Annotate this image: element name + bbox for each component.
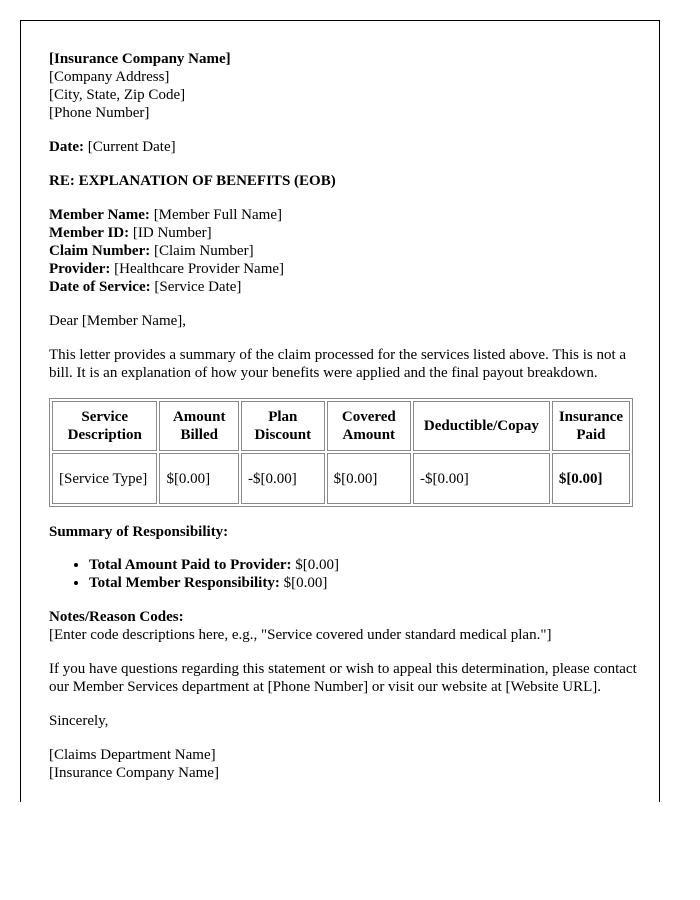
date-label: Date: (49, 139, 84, 155)
cell-insurance-paid (552, 453, 630, 504)
member-name-value: [Member Full Name] (153, 207, 282, 223)
header-service-description: Service Description (52, 401, 157, 451)
notes-text: [Enter code descriptions here, e.g., "Service covered under standard medical plan."] (49, 627, 552, 643)
signature-department: [Claims Department Name] (49, 747, 216, 763)
closing-paragraph: If you have questions regarding this statement or wish to appeal this determination, please contact our Member Services department at [Phone Number] or visit our website at [Website URL]. (49, 661, 637, 695)
member-info-block (49, 206, 637, 296)
cell-amount-billed: $[0.00] (159, 453, 239, 504)
greeting: Dear [Member Name], (49, 313, 187, 329)
notes-block (49, 608, 637, 644)
member-id-line (49, 224, 637, 242)
date-of-service-line (49, 278, 637, 296)
header-plan-discount: Plan Discount (241, 401, 325, 451)
summary-list (49, 556, 637, 592)
notes-heading: Notes/Reason Codes: (49, 609, 184, 625)
signature-company: [Insurance Company Name] (49, 765, 219, 781)
company-name: [Insurance Company Name] (49, 51, 231, 67)
subject-text: RE: EXPLANATION OF BENEFITS (EOB) (49, 173, 336, 189)
header-insurance-paid: Insurance Paid (552, 401, 630, 451)
header-deductible-copay: Deductible/Copay (413, 401, 550, 451)
date-value: [Current Date] (87, 139, 176, 155)
claim-number-label: Claim Number: (49, 243, 151, 259)
company-phone: [Phone Number] (49, 105, 150, 121)
member-name-line (49, 206, 637, 224)
member-id-label: Member ID: (49, 225, 130, 241)
member-responsibility-label: Total Member Responsibility: (89, 575, 280, 591)
company-address: [Company Address] (49, 69, 170, 85)
header-amount-billed: Amount Billed (159, 401, 239, 451)
signature-block (49, 746, 637, 782)
provider-line (49, 260, 637, 278)
header-covered-amount: Covered Amount (327, 401, 411, 451)
summary-heading: Summary of Responsibility: (49, 524, 229, 540)
cell-plan-discount: -$[0.00] (241, 453, 325, 504)
signoff: Sincerely, (49, 713, 109, 729)
cell-covered-amount: $[0.00] (327, 453, 411, 504)
letter-content (49, 50, 637, 798)
date-line (49, 138, 637, 156)
cell-deductible-copay: -$[0.00] (413, 453, 550, 504)
summary-heading-line (49, 523, 637, 541)
claim-number-value: [Claim Number] (154, 243, 254, 259)
intro-paragraph: This letter provides a summary of the claim processed for the services listed above. This is not a bill. It is an explanation of how your benefits were applied and the final payout breakdown. (49, 347, 627, 381)
table-header-row (52, 401, 630, 451)
eob-table (49, 398, 633, 507)
member-name-label: Member Name: (49, 207, 150, 223)
subject-line (49, 172, 637, 190)
cell-insurance-paid-value: $[0.00] (558, 470, 603, 487)
provider-value: [Healthcare Provider Name] (114, 261, 285, 277)
table-row (52, 453, 630, 504)
company-city-state-zip: [City, State, Zip Code] (49, 87, 186, 103)
total-paid-value: $[0.00] (295, 557, 340, 573)
member-id-value: [ID Number] (132, 225, 212, 241)
member-responsibility-value: $[0.00] (283, 575, 328, 591)
company-block (49, 50, 637, 122)
letter-page (20, 20, 660, 802)
list-item (89, 556, 637, 574)
list-item (89, 574, 637, 592)
date-of-service-label: Date of Service: (49, 279, 151, 295)
claim-number-line (49, 242, 637, 260)
cell-service-type: [Service Type] (52, 453, 157, 504)
total-paid-label: Total Amount Paid to Provider: (89, 557, 292, 573)
provider-label: Provider: (49, 261, 111, 277)
date-of-service-value: [Service Date] (154, 279, 242, 295)
